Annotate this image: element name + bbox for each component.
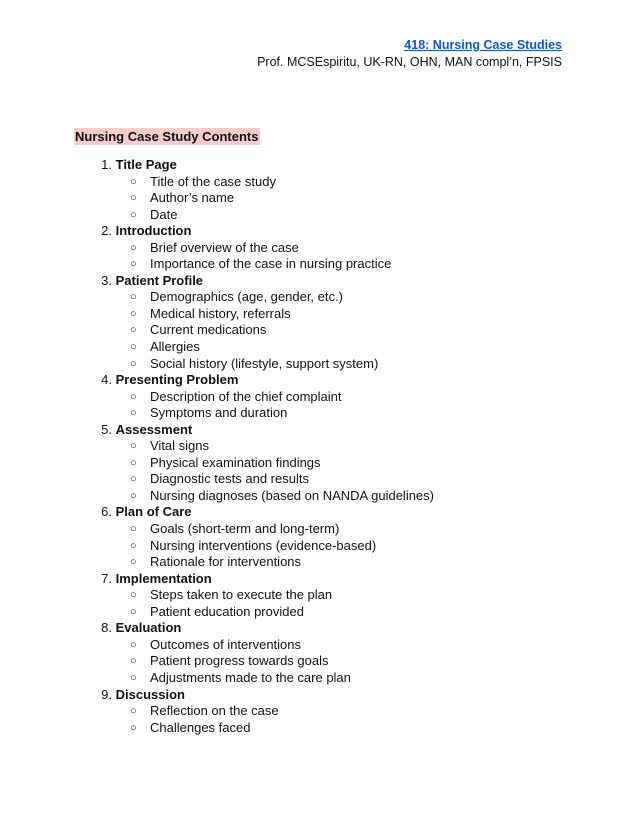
contents-item-heading bbox=[86, 422, 566, 439]
author-line: Prof. MCSEspiritu, UK-RN, OHN, MAN compl’n, FPSIS bbox=[257, 55, 562, 69]
hollow-circle-bullet-icon: ○ bbox=[130, 605, 137, 618]
sub-list bbox=[86, 587, 566, 620]
hollow-circle-bullet-icon: ○ bbox=[130, 539, 137, 552]
hollow-circle-bullet-icon: ○ bbox=[130, 258, 137, 271]
hollow-circle-bullet-icon: ○ bbox=[130, 440, 137, 453]
sub-item-text: Adjustments made to the care plan bbox=[150, 669, 351, 685]
hollow-circle-bullet-icon: ○ bbox=[130, 456, 137, 469]
item-number: 9. bbox=[101, 686, 112, 702]
hollow-circle-bullet-icon: ○ bbox=[130, 638, 137, 651]
sub-list-item bbox=[86, 389, 566, 406]
sub-item-text: Description of the chief complaint bbox=[150, 388, 342, 404]
contents-item-heading bbox=[86, 687, 566, 704]
hollow-circle-bullet-icon: ○ bbox=[130, 489, 137, 502]
sub-list-item bbox=[86, 405, 566, 422]
hollow-circle-bullet-icon: ○ bbox=[130, 655, 137, 668]
sub-list-item bbox=[86, 356, 566, 373]
item-number: 4. bbox=[101, 372, 112, 388]
sub-list-item bbox=[86, 438, 566, 455]
sub-list bbox=[86, 389, 566, 422]
hollow-circle-bullet-icon: ○ bbox=[130, 208, 137, 221]
sub-item-text: Rationale for interventions bbox=[150, 554, 302, 570]
contents-item bbox=[86, 504, 566, 570]
hollow-circle-bullet-icon: ○ bbox=[130, 175, 137, 188]
sub-item-text: Title of the case study bbox=[150, 173, 276, 189]
hollow-circle-bullet-icon: ○ bbox=[130, 473, 137, 486]
hollow-circle-bullet-icon: ○ bbox=[130, 589, 137, 602]
sub-list bbox=[86, 703, 566, 736]
sub-item-text: Reflection on the case bbox=[150, 703, 279, 719]
sub-item-text: Allergies bbox=[150, 339, 200, 355]
sub-list-item bbox=[86, 521, 566, 538]
sub-list-item bbox=[86, 306, 566, 323]
document-header bbox=[257, 37, 562, 71]
sub-list-item bbox=[86, 322, 566, 339]
item-number: 7. bbox=[101, 570, 112, 586]
hollow-circle-bullet-icon: ○ bbox=[130, 556, 137, 569]
sub-list-item bbox=[86, 554, 566, 571]
sub-list-item bbox=[86, 488, 566, 505]
hollow-circle-bullet-icon: ○ bbox=[130, 721, 137, 734]
contents-item bbox=[86, 687, 566, 737]
sub-item-text: Physical examination findings bbox=[150, 454, 321, 470]
hollow-circle-bullet-icon: ○ bbox=[130, 241, 137, 254]
hollow-circle-bullet-icon: ○ bbox=[130, 307, 137, 320]
sub-item-text: Social history (lifestyle, support system) bbox=[150, 355, 379, 371]
sub-item-text: Goals (short-term and long-term) bbox=[150, 521, 340, 537]
course-title-link[interactable]: 418: Nursing Case Studies bbox=[404, 38, 562, 52]
contents-item bbox=[86, 571, 566, 621]
contents-item bbox=[86, 157, 566, 223]
contents-item bbox=[86, 223, 566, 273]
sub-list-item bbox=[86, 670, 566, 687]
item-number: 3. bbox=[101, 272, 112, 288]
sub-list-item bbox=[86, 604, 566, 621]
item-number: 2. bbox=[101, 223, 112, 239]
sub-list-item bbox=[86, 289, 566, 306]
sub-item-text: Steps taken to execute the plan bbox=[150, 587, 333, 603]
sub-item-text: Challenges faced bbox=[150, 719, 251, 735]
contents-item bbox=[86, 372, 566, 422]
item-number: 8. bbox=[101, 620, 112, 636]
sub-item-text: Importance of the case in nursing practice bbox=[150, 256, 392, 272]
contents-item bbox=[86, 273, 566, 372]
sub-item-text: Patient education provided bbox=[150, 603, 304, 619]
item-title: Patient Profile bbox=[115, 272, 204, 288]
contents-item bbox=[86, 620, 566, 686]
hollow-circle-bullet-icon: ○ bbox=[130, 523, 137, 536]
hollow-circle-bullet-icon: ○ bbox=[130, 407, 137, 420]
sub-list-item bbox=[86, 174, 566, 191]
sub-list bbox=[86, 289, 566, 372]
item-title: Discussion bbox=[115, 686, 185, 702]
hollow-circle-bullet-icon: ○ bbox=[130, 671, 137, 684]
hollow-circle-bullet-icon: ○ bbox=[130, 324, 137, 337]
contents-item-heading bbox=[86, 372, 566, 389]
contents-item bbox=[86, 422, 566, 505]
hollow-circle-bullet-icon: ○ bbox=[130, 357, 137, 370]
contents-item-heading bbox=[86, 223, 566, 240]
sub-item-text: Symptoms and duration bbox=[150, 405, 288, 421]
sub-item-text: Nursing diagnoses (based on NANDA guidelines) bbox=[150, 487, 434, 503]
sub-item-text: Vital signs bbox=[150, 438, 210, 454]
sub-item-text: Patient progress towards goals bbox=[150, 653, 329, 669]
sub-list-item bbox=[86, 256, 566, 273]
item-title: Title Page bbox=[115, 157, 177, 172]
sub-list bbox=[86, 438, 566, 504]
item-number: 5. bbox=[101, 421, 112, 437]
contents-item-heading bbox=[86, 157, 566, 174]
sub-list bbox=[86, 240, 566, 273]
item-title: Implementation bbox=[115, 570, 212, 586]
sub-item-text: Demographics (age, gender, etc.) bbox=[150, 289, 343, 305]
hollow-circle-bullet-icon: ○ bbox=[130, 705, 137, 718]
sub-item-text: Author’s name bbox=[150, 190, 235, 206]
sub-list-item bbox=[86, 703, 566, 720]
sub-item-text: Medical history, referrals bbox=[150, 305, 291, 321]
contents-item-heading bbox=[86, 504, 566, 521]
sub-item-text: Date bbox=[150, 206, 178, 222]
item-title: Plan of Care bbox=[115, 504, 192, 520]
hollow-circle-bullet-icon: ○ bbox=[130, 192, 137, 205]
item-number: 6. bbox=[101, 504, 112, 520]
sub-list bbox=[86, 637, 566, 687]
sub-list-item bbox=[86, 471, 566, 488]
contents-item-heading bbox=[86, 620, 566, 637]
sub-list-item bbox=[86, 538, 566, 555]
sub-list-item bbox=[86, 190, 566, 207]
sub-list-item bbox=[86, 653, 566, 670]
hollow-circle-bullet-icon: ○ bbox=[130, 341, 137, 354]
sub-list-item bbox=[86, 637, 566, 654]
sub-item-text: Nursing interventions (evidence-based) bbox=[150, 537, 377, 553]
sub-list-item bbox=[86, 587, 566, 604]
item-number: 1. bbox=[101, 157, 112, 172]
contents-item-heading bbox=[86, 273, 566, 290]
sub-list-item bbox=[86, 207, 566, 224]
hollow-circle-bullet-icon: ○ bbox=[130, 390, 137, 403]
sub-list-item bbox=[86, 720, 566, 737]
section-heading: Nursing Case Study Contents bbox=[75, 129, 259, 144]
sub-item-text: Brief overview of the case bbox=[150, 239, 299, 255]
sub-list-item bbox=[86, 240, 566, 257]
sub-list bbox=[86, 174, 566, 224]
sub-list-item bbox=[86, 455, 566, 472]
item-title: Presenting Problem bbox=[115, 372, 239, 388]
sub-list-item bbox=[86, 339, 566, 356]
item-title: Introduction bbox=[115, 223, 192, 239]
sub-item-text: Current medications bbox=[150, 322, 267, 338]
contents-list bbox=[86, 157, 566, 736]
hollow-circle-bullet-icon: ○ bbox=[130, 291, 137, 304]
sub-item-text: Diagnostic tests and results bbox=[150, 471, 309, 487]
sub-item-text: Outcomes of interventions bbox=[150, 636, 302, 652]
item-title: Evaluation bbox=[115, 620, 182, 636]
sub-list bbox=[86, 521, 566, 571]
item-title: Assessment bbox=[115, 421, 193, 437]
contents-item-heading bbox=[86, 571, 566, 588]
